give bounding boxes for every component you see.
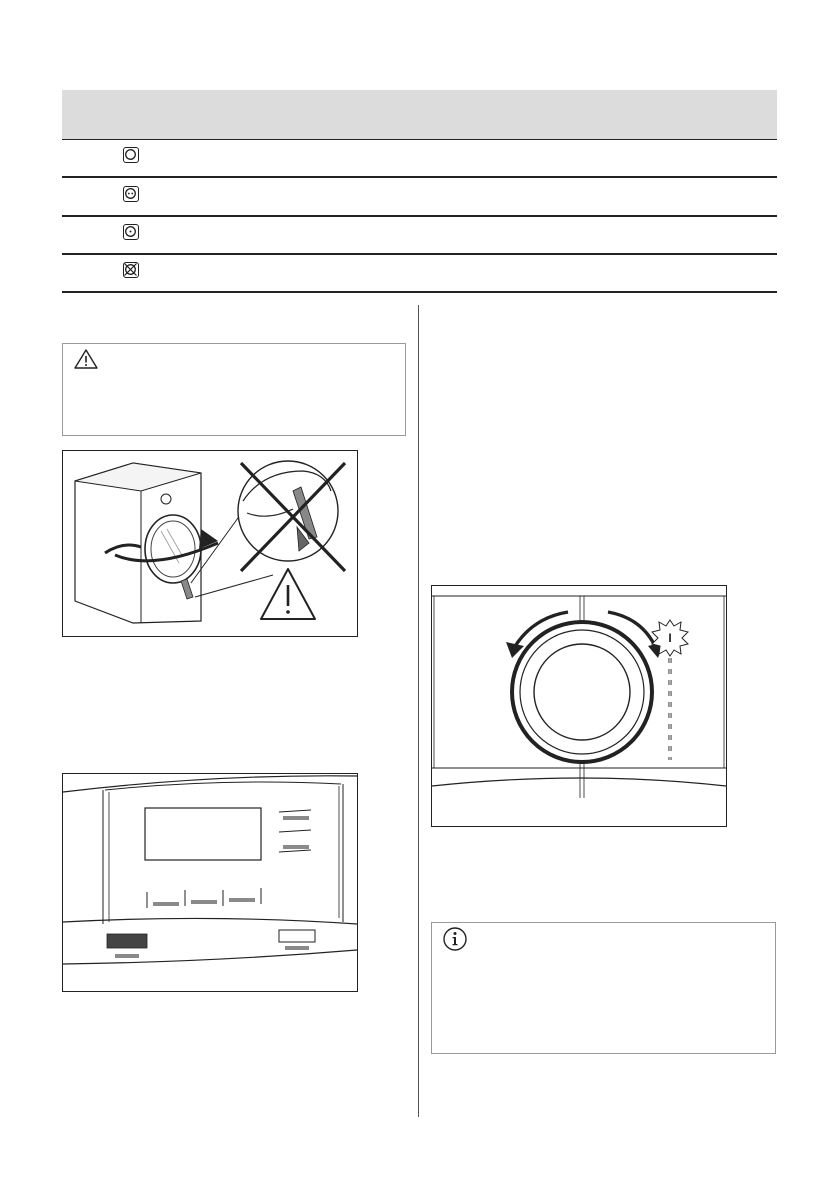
table-row [62,178,777,217]
warning-triangle-icon [73,348,99,370]
table-row [62,216,777,255]
warning-box [62,343,406,436]
table-row [62,139,777,178]
control-panel-figure [62,773,358,992]
table-header [62,90,777,140]
tumble-dry-low-icon [123,224,139,240]
table-row [62,254,777,293]
do-not-tumble-dry-icon [123,262,139,278]
tumble-dry-normal-icon [123,186,139,202]
info-box [431,922,776,1054]
info-icon [442,926,468,952]
program-knob-figure [431,585,727,827]
door-warning-figure [62,450,358,637]
column-divider [418,305,419,1117]
tumble-dry-icon [123,147,139,163]
indicator-label: I [668,631,672,645]
